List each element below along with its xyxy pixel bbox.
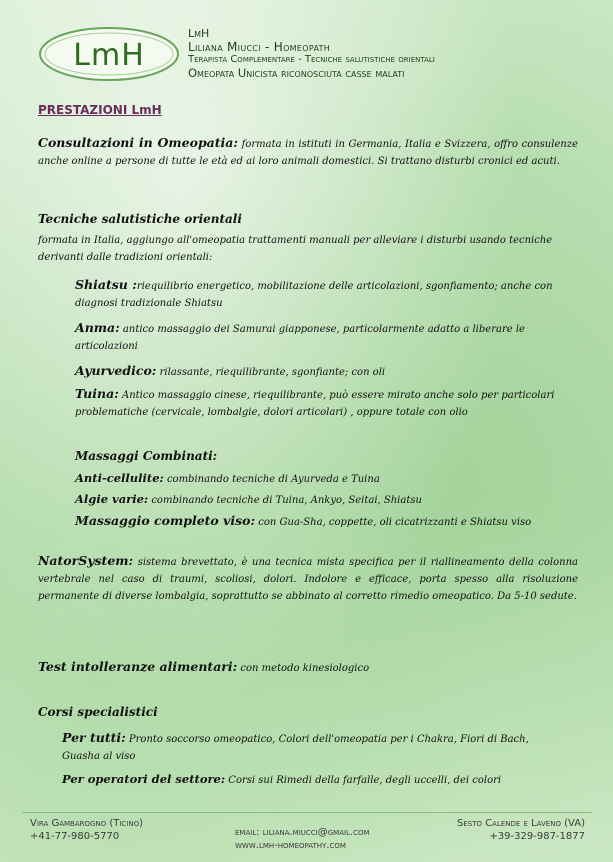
footer-website[interactable]: www.lmh-homeopathy.com [235,840,346,851]
massaggi-heading: Massaggi Combinati: [75,449,218,463]
tuina-label: Tuina: [75,386,119,401]
tecniche-item: Shiatsu :riequilibrio energetico, mobilitazione delle articolazioni, sgonfiamento; anche con diagnosi tradizionale Shiatsu [75,277,553,309]
footer-right [425,817,585,843]
nator-label: NatorSystem: [38,553,134,568]
footer-email[interactable]: email: liliana.miucci@gmail.com [235,827,370,838]
per-tutti-label: Per tutti: [62,730,126,745]
header-name: Liliana Miucci - Homeopath [188,40,331,54]
anticellulite-label: Anti-cellulite: [75,471,164,485]
tecniche-intro: formata in Italia, aggiungo all'omeopatia trattamenti manuali per alleviare i disturbi usando tecniche derivanti dalle tradizioni orientali: [38,235,553,263]
footer-right-city: Sesto Calende e Laveno (VA) [457,818,585,829]
section-title: PRESTAZIONI LmH [38,103,162,117]
per-operatori-label: Per operatori del settore: [62,772,226,786]
test-paragraph: Test intolleranze alimentari: con metodo kinesiologico [38,659,370,674]
viso-label: Massaggio completo viso: [75,513,256,528]
logo-text: LmH [73,38,145,73]
lmh-logo [38,26,180,82]
tecniche-item: Ayurvedico: rilassante, riequilibrante, sgonfiante; con oli [75,363,386,378]
massaggi-item: Anti-cellulite: combinando tecniche di Ayurveda e Tuina [75,471,380,485]
corsi-item: Per operatori del settore: Corsi sui Rimedi della farfalle, degli uccelli, dei colori [62,772,502,786]
massaggi-item: Massaggio completo viso: con Gua-Sha, coppette, oli cicatrizzanti e Shiatsu viso [75,513,532,528]
ayurvedico-label: Ayurvedico: [75,363,157,378]
header-brand: LmH [188,27,210,40]
anma-label: Anma: [75,320,120,335]
footer-left-city: Vira Gambarogno (Ticino) [30,818,144,829]
corsi-item: Per tutti: Pronto soccorso omeopatico, Colori dell'omeopatia per i Chakra, Fiori di Bach, Guasha al viso [62,730,529,762]
header-credential: Omeopata Unicista riconosciuta casse malati [188,66,405,80]
footer-left-phone: +41-77-980-5770 [30,831,120,842]
algie-label: Algie varie: [75,492,149,506]
footer-divider [22,812,592,813]
massaggi-item: Algie varie: combinando tecniche di Tuina, Ankyo, Seitai, Shiatsu [75,492,422,506]
nator-paragraph: NatorSystem: sistema brevettato, è una tecnica mista specifica per il riallineamento della colonna vertebrale nel caso di traumi, scoliosi, dolori. Indolore e efficace, porta spesso alla risoluzione permanente di diverse lombalgia, soprattutto se abbinato al corretto rimedio omeopatico. Da 5-10 sedute. [38,553,578,602]
tecniche-item: Tuina: Antico massaggio cinese, riequilibrante, può essere mirato anche solo per particolari problematiche (cervicale, lombalgie, dolori articolari) , oppure totale con olio [75,386,555,418]
footer-center [235,826,370,852]
test-label: Test intolleranze alimentari: [38,659,238,674]
footer-right-phone: +39-329-987-1877 [489,831,585,842]
consultazioni-text: formata in istituti in Germania, Italia e Svizzera, offro consulenze anche online a persone di tutte le età ed ai loro animali domestici. Si trattano disturbi cronici ed acuti. [38,139,578,167]
consultazioni-paragraph [38,134,578,170]
header [188,28,435,80]
tecniche-item: Anma: antico massaggio dei Samurai giapponese, particolarmente adatto a liberare le articolazioni [75,320,525,352]
header-subtitle: Terapista Complementare - Tecniche salutistiche orientali [188,54,435,65]
corsi-heading: Corsi specialistici [38,705,158,719]
footer-left [30,817,143,843]
consultazioni-label: Consultazioni in Omeopatia: [38,135,239,150]
shiatsu-label: Shiatsu : [75,277,137,292]
tecniche-heading: Tecniche salutistiche orientali [38,212,242,226]
